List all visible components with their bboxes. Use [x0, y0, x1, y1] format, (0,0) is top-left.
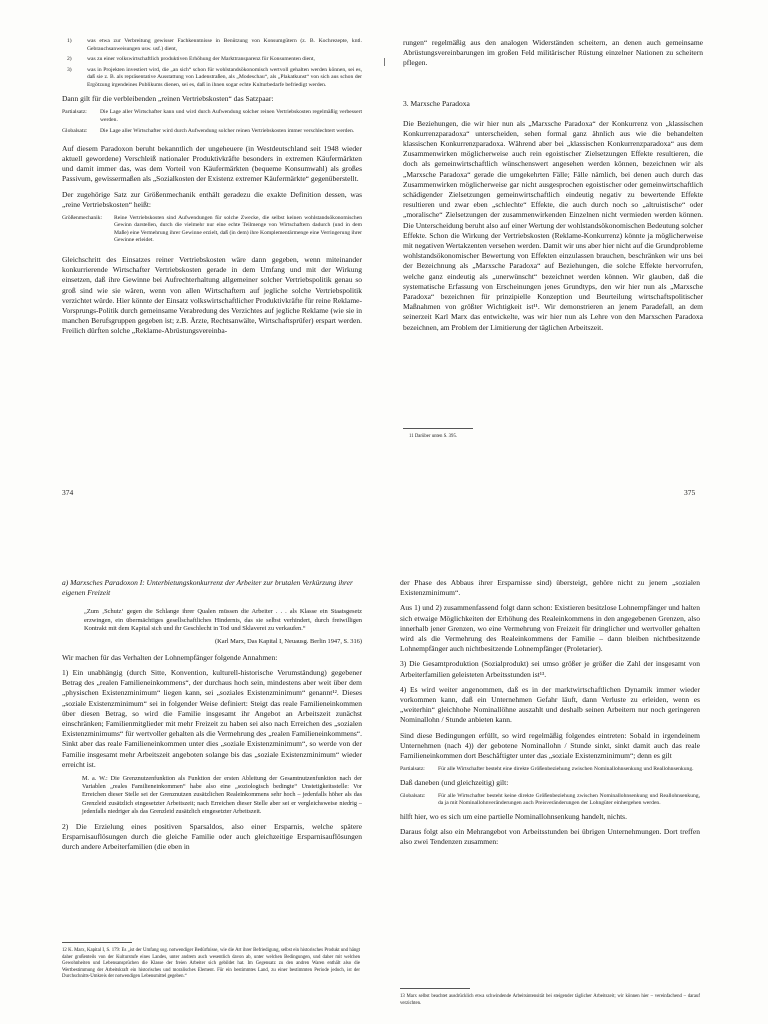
paragraph: Daß daneben (und gleichzeitig) gilt: — [400, 777, 509, 787]
paragraph: Auf diesem Paradoxon beruht bekanntlich der ungeheuere (in Westdeutschland seit 1948 wieder aktuell gewordene) Verschleiß nationaler Produktivkräfte besonders in extremen Käufermärkten und damit immer das, was dem Vorteil von Käufermärkten (bequeme Konsumwahl) als großes Passivum, gewissermaßen als „Sozialkosten der Existenz extremer Käufermärkte“ gegenüberstellt. — [62, 143, 362, 184]
footnote: 12 K. Marx, Kapital I, S. 179: Es „ist der Umfang sog. notwendiger Bedürfnisse, wie die Art ihrer Befriedigung, selbst ein historisches Produkt und hängt daher großenteils von der Kulturstufe eines Landes, unter andrem auch wesentlich davon ab, unter welchen Bedingungen, und daher mit welchen Gewohnheiten und Lebensansprüchen die Klasse der freien Arbeiter sich gebildet hat. Im Gegensatz zu den andren Waren enthält also die Wertbestimmung der Arbeitskraft ein historisches und moralisches Element. Für ein bestimmtes Land, zu einer bestimmten Periode jedoch, ist der Durchschnitts-Umkreis der notwendigen Lebensmittel gegeben.“ — [62, 948, 360, 979]
footnote: 11 Darüber unten S. 395. — [409, 434, 458, 439]
list-item: 3) was in Projekten investiert wird, die „an sich“ schon für wohlstandsökonomisch wertvoll gehalten werden können, sei es, daß sie z. B. als repräsentative Ausstattung von Ladenstraßen, als „Modeschau“, als „Plakatkunst“ von sich aus schon der Ergötzung irgendeines Publikums dienen, sei es, daß in ihnen sogar echte Kulturbedarfe befriedigt werden. — [67, 66, 362, 88]
paragraph: 3) Die Gesamtproduktion (Sozialprodukt) sei umso größer je größer die Zahl der insgesamt von Arbeiterfamilien geleisteten Arbeitsstunden ist¹³. — [400, 659, 700, 679]
paragraph: Der zugehörige Satz zur Größenmechanik enthält geradezu die exakte Definition dessen, was „reine Vertriebskosten“ heißt: — [62, 189, 362, 209]
binding-mark — [384, 58, 385, 66]
paragraph: Wir machen für das Verhalten der Lohnempfänger folgende Annahmen: — [62, 652, 278, 662]
definition-globalsatz: Globalsatz: Die Lage aller Wirtschafter wird durch Aufwendung solcher reinen Vertriebskosten immer verschlechtert werden. — [62, 128, 355, 135]
list-item: 1) was etwa zur Verbreitung gewisser Fachkenntnisse in Benützung von Konsumgütern (z. B. Kochrezepte, kntl. Gebrauchsanweisungen usw. usf.) dient, — [67, 38, 362, 52]
paragraph: rungen“ regelmäßig aus den analogen Widerständen scheitern, an denen auch gemeinsame Abrüstungsvereinbarungen im großen Feld militärischer Rüstung einzelner Nationen zu scheitern pflegen. — [403, 38, 703, 68]
footnote-rule — [62, 942, 132, 943]
indented-note: M. a. W.: Die Grenznutzenfunktion als Funktion der ersten Ableitung der Gesamtnutzenfunktion nach der Variablen „reales Familieneinkommen“ habe also eine „soziologisch bedingte“ Unstetigkeitsstelle: Vor Erreichen dieser Stelle sei der Grenznutzen zusätzlichen Realeinkommens sehr hoch – jedenfalls höher als das Grenzleid zusätzlich eingesetzter Arbeitszeit; nach Erreichen dieser Stelle aber sei er vergleichsweise niedrig – jedenfalls niedriger als das Grenzleid zusätzlich eingesetzter Arbeitszeit. — [82, 775, 362, 815]
page-375 — [384, 0, 768, 512]
paragraph: Sind diese Bedingungen erfüllt, so wird regelmäßig folgendes eintreten: Sobald in irgendeinem Unternehmen (nach 4)) der gebotene Nominallohn / Stunde sinkt, sinkt damit auch das reale Familieneinkommen dort Beschäftigter unter das „soziale Existenzminimum“; denn es gilt — [400, 730, 700, 761]
page-374-text — [62, 38, 362, 342]
paragraph: hilft hier, wo es sich um eine partielle Nominallohnsenkung handelt, nichts. — [400, 811, 627, 821]
page-376 — [0, 512, 384, 1024]
page-375-text — [403, 38, 703, 338]
section-heading: 3. Marxsche Paradoxa — [403, 98, 470, 108]
definition-partialsatz: Partialsatz: Für alle Wirtschafter besteht eine direkte Größenbeziehung zwischen Nominallohnsenkung und Reallohnsenkung. — [400, 766, 694, 773]
paragraph: 1) Ein unabhängig (durch Sitte, Konvention, kulturell-historische Verumständung) gegebener Betrag des „realen Familieneinkommens“, der durchaus hoch sein, mindestens aber weit über dem „physischen Existenzminimum“ liegen kann, sei „soziales Existenzminimum“ genannt¹². Dieses „soziale Existenzminimum“ sei in folgender Weise definiert: Steigt das reale Familieneinkommen über diesen Betrag, so wird die Familie insgesamt ihr Angebot an Arbeitszeit zunächst einschränken; Familienmitglieder mit mehr Freizeit zu haben sei also nach Erreichen des „sozialen Existenzminimums“ für wertvoller gehalten als die Vermehrung des „realen Familieneinkommens“. Sinkt aber das reale Familieneinkommen unter dies „soziale Existenzminimum“, so werde von der Familie insgesamt mehr Arbeitszeit angeboten solange bis das „soziale Existenzminimum“ wieder erreicht ist. — [62, 667, 362, 769]
paragraph: Gleichschritt des Einsatzes reiner Vertriebskosten wäre dann gegeben, wenn miteinander konkurrierende Wirtschafter Vertriebskosten gerade in dem Umfang und mit der Wirkung einsetzen, daß ihre Gewinne bei Aufrechterhaltung allgemeiner solcher Vertriebspolitik genau so groß sind wie sie wären, wenn von allen Wirtschaftern auf jegliche solche Vertriebspolitik verzichtet würde. Hier könnte der Einsatz volkswirtschaftlicher Produktivkräfte für reine Reklame-Vorsprungs-Politik durch gemeinsame Verabredung des Verzichtes auf jegliche Reklame (wie sie in manchen Berufsgruppen gegeben ist; z.B. Ärzte, Rechtsanwälte, Wirtschaftsprüfer) erspart werden. Freilich dürften solche „Reklame-Abrüstungsvereinba- — [62, 254, 362, 336]
page-number: 374 — [62, 488, 74, 497]
paragraph: Dann gilt für die verbleibenden „reinen Vertriebskosten“ das Satzpaar: — [62, 94, 274, 103]
page-number: 375 — [684, 488, 696, 497]
footnote: 13 Marx selbst beachtet ausdrücklich etwa schwindende Arbeitsintensität bei steigender täglicher Arbeitszeit; wir können hier – vereinfachend – darauf verzichten. — [400, 994, 700, 1006]
definition-globalsatz: Globalsatz: Für alle Wirtschafter besteht keine direkte Größenbeziehung zwischen Nominallohnsenkung und Reallohnsenkung, da ja mit Nominallohnveränderungen auch Preisveränderungen der Lohngüter einhergehen werden. — [400, 792, 700, 807]
subsection-heading: a) Marxsches Paradoxon I: Unterbietungskonkurrenz der Arbeiter zur brutalen Verkürzung ihrer eigenen Freizeit — [62, 578, 353, 597]
paragraph: Daraus folgt also ein Mehrangebot von Arbeitsstunden bei übrigen Unternehmungen. Dort treffen also zwei Tendenzen zusammen: — [400, 827, 700, 847]
quote-source: (Karl Marx, Das Kapital I, Neuausg. Berlin 1947, S. 316) — [215, 637, 362, 645]
paragraph: 4) Es wird weiter angenommen, daß es in der marktwirtschaftlichen Dynamik immer wieder vorkommen kann, daß ein Unternehmen Gefahr läuft, dann Verluste zu erleiden, wenn es „weiterhin“ gleichhohe Nominallöhne auszahlt und deshalb seinen Arbeitern nur noch geringeren Nominallohn / Stunde anbieten kann. — [400, 684, 700, 725]
footnote-rule — [403, 428, 473, 429]
page-377 — [384, 512, 768, 1024]
list-item: 2) was zu einer volkswirtschaftlich produktiven Erhöhung der Markttransparenz für Konsumenten dient, — [67, 56, 315, 62]
footnote-rule — [400, 988, 470, 989]
definition-groessenmechanik: Größenmechanik: Reine Vertriebskosten sind Aufwendungen für solche Zwecke, die selbst keinen wohlstandsökonomischen Gewinn darstellen, durch die vielmehr nur eine echte Teilmenge von Wirtschaftern dadurch (und in dem Maße) eine Vermehrung ihrer Gewinne erzielt, daß (in dem) ihre Komplementärmenge eine Verringerung ihrer Gewinne erleidet. — [62, 214, 362, 244]
numbered-list — [62, 38, 362, 89]
block-quote: „Zum ‚Schutz‘ gegen die Schlange ihrer Qualen müssen die Arbeiter . . . als Klasse ein Staatsgesetz erzwingen, ein übermächtiges gesellschaftliches Hindernis, das sie selbst verhindert, durch freiwilligen Kontrakt mit dem Kapital sich und ihr Geschlecht in Tod und Sklaverei zu verkaufen.“ — [84, 608, 362, 633]
page-374 — [0, 0, 384, 512]
paragraph: der Phase des Abbaus ihrer Ersparnisse sind) übersteigt, gehöre nicht zu jenem „sozialen Existenzminimum“. — [400, 578, 700, 598]
page-377-text — [400, 578, 700, 853]
page-376-text — [62, 578, 362, 858]
paragraph: Die Beziehungen, die wir hier nun als „Marxsche Paradoxa“ der Konkurrenz von „klassischen Konkurrenzparadoxa“ unterscheiden, sehen formal ganz ähnlich aus wie die behandelten klassischen Konkurrenzparadoxa. Während aber bei „klassischen Konkurrenzparadoxa“ aus dem Zusammenwirken möglicherweise auch rein egoistischer Zielsetzungen Effekte resultieren, die doch als gemeinwirtschaftlich wünschenswert angesehen werden können, bezeichnen wir als „Marxsche Paradoxa“ gerade die umgekehrten Fälle; Fälle nämlich, bei denen auch durch das Zusammenwirken möglicherweise gar nicht ausgesprochen egoistischer oder gemeinwirtschaftlich schädigender Zielsetzungen gemeinwirtschaftlich eindeutig negativ zu bewertende Effekte resultieren und zwar eben „schlechte“ Effekte, die auch durch noch so „altruistische“ oder „moralische“ Zielsetzungen der zusammenwirkenden Einzelnen nicht vermieden werden können. Die Unterscheidung beruht also auf einer Wertung der wohlstandsökonomischen Bedeutung solcher Effekte. Schon die Wirkung der Vertriebskosten (Reklame-Konkurrenz) könnte ja möglicherweise mit negativen Wertakzenten versehen werden. Damit wir uns aber hier nicht auf die Grundprobleme wohlstandsökonomischer Bewertung von Effekten einzulassen brauchen, beschränken wir uns bei der Bezeichnung als „Marxsche Paradoxa“ auf Beziehungen, die solche Effekte hervorrufen, welche ganz eindeutig als „unerwünscht“ bezeichnet werden können. Wir glauben, daß die systematische Erfassung von Erscheinungen jenes Grundtyps, den wir hier nun als „Marxsche Paradoxa“ bezeichnen für prinzipielle Konzeption und Beurteilung wirtschaftspolitischer Maßnahmen von größter Wichtigkeit ist¹¹. Wir demonstrieren an jenem Paradefall, an dem seinerzeit Karl Marx das entwickelte, was wir hier nun als Lehre von den Marxschen Paradoxa bezeichnen, am Problem der Limitierung der täglichen Arbeitszeit. — [403, 118, 703, 332]
paragraph: 2) Die Erzielung eines positiven Sparsaldos, also einer Ersparnis, welche spätere Ersparnisauflösungen durch die gleiche Familie oder auch gleichzeitige Ersparnisauflösungen durch andere Arbeiterfamilien (die eben in — [62, 822, 362, 852]
paragraph: Aus 1) und 2) zusammenfassend folgt dann schon: Existieren besitzlose Lohnempfänger und halten sich etwaige Möglichkeiten der Erhöhung des Realeinkommens in den angegebenen Grenzen, also innerhalb jener Grenzen, wo eine Vermehrung von Freizeit für dringlicher und wertvoller gehalten wird als die Vermehrung des Realeinkommens der Familie – dann bleiben nichtbesitzende Lohnempfänger auch nichtbesitzende Lohnempfänger (Proletarier). — [400, 603, 700, 654]
definition-partialsatz: Partialsatz: Die Lage aller Wirtschafter kann und wird durch Aufwendung solcher reinen Vertriebskosten regelmäßig verbessert werden. — [62, 109, 362, 123]
